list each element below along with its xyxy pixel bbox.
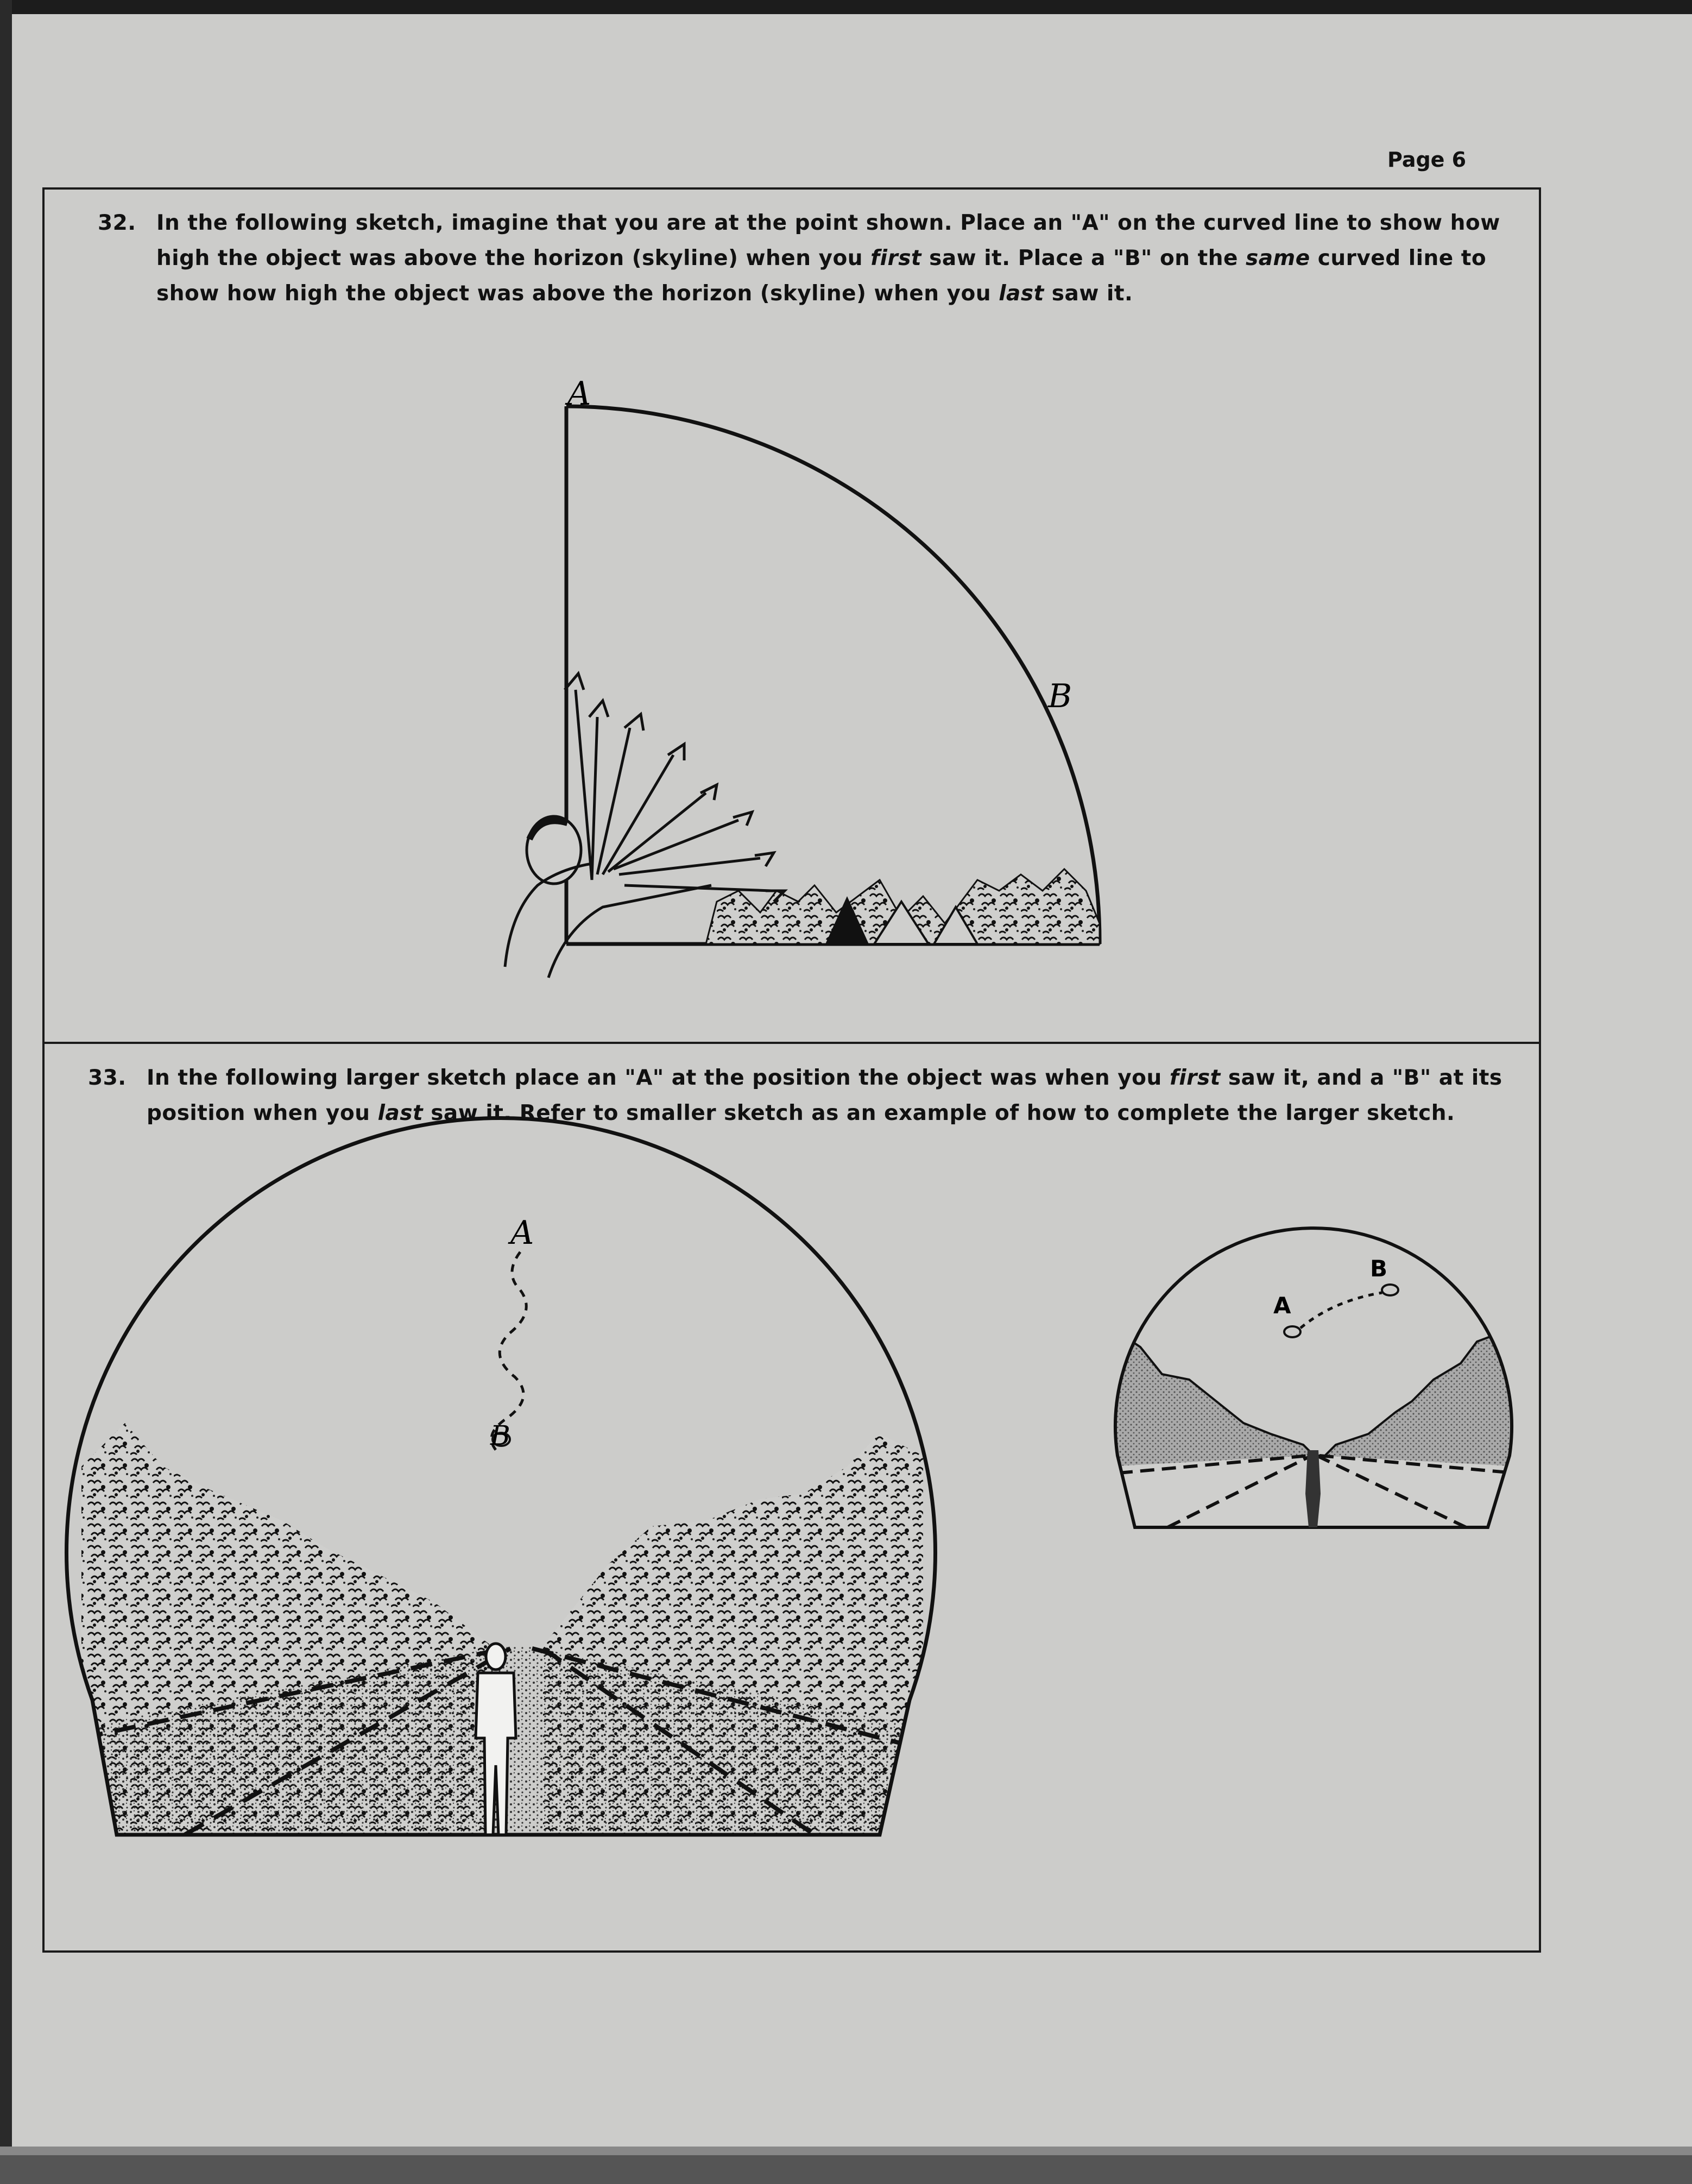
q33-mark-a: A [510, 1214, 534, 1252]
q32-sky-arc-diagram [505, 375, 1100, 978]
example-observer-figure [1305, 1450, 1321, 1527]
question-32-number: 32. [98, 211, 136, 235]
q32-mark-b: B [1048, 677, 1072, 715]
example-object-a-icon [1284, 1326, 1300, 1337]
example-trajectory [1300, 1293, 1382, 1328]
q33-mark-b: B [490, 1420, 510, 1451]
example-label-a: A [1273, 1292, 1291, 1319]
page-number: Page 6 [1387, 148, 1467, 172]
sky-arc[interactable] [566, 406, 1100, 944]
question-33-text: In the following larger sketch place an "A" at the position the object was when you first saw it, and a "B" at its position when you last saw it. Refer to smaller sketch as an example of how to complete the larger sketch. [147, 1066, 1502, 1125]
question-32-text: In the following sketch, imagine that you are at the point shown. Place an "A" on the curved line to show how high the object was above the horizon (skyline) when you first saw it. Place a "B" on the same curved line to show how high the object was above the horizon (skyline) when you last saw it. [156, 211, 1500, 306]
q32-mark-a: A [567, 375, 591, 413]
q33-large-sky-dome [67, 1118, 936, 1835]
example-label-b: B [1370, 1255, 1388, 1282]
example-object-b-icon [1382, 1285, 1398, 1295]
q33-small-example-dome [1108, 1228, 1520, 1527]
question-33-number: 33. [88, 1066, 127, 1090]
